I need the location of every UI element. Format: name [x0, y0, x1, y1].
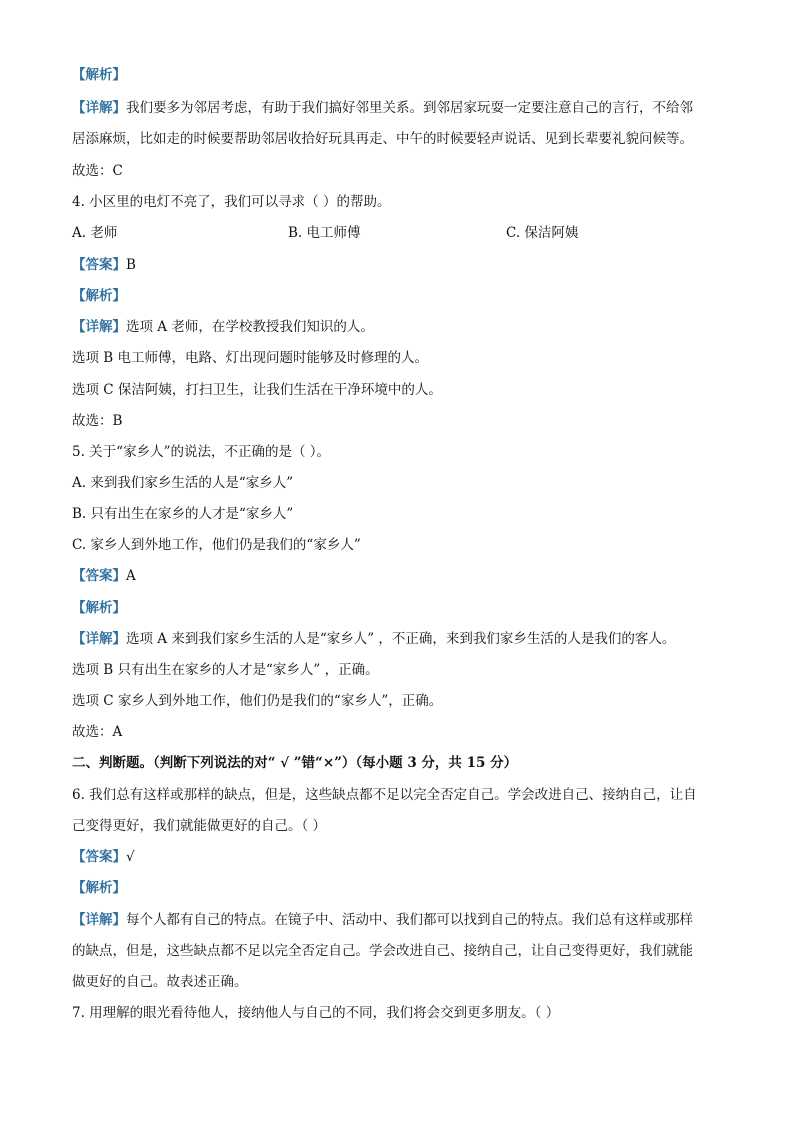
detail-tag: 【详解】	[72, 912, 126, 928]
detail-line	[72, 973, 732, 991]
detail-tag: 【详解】	[72, 631, 126, 647]
answer-tag: 【答案】	[72, 849, 126, 865]
choice-text: 故选：C	[72, 163, 123, 179]
answer-value: √	[126, 849, 135, 865]
analysis-label	[72, 599, 732, 617]
option-c	[72, 536, 732, 554]
option-text: A. 来到我们家乡生活的人是“家乡人”	[72, 475, 294, 491]
analysis-tag: 【解析】	[72, 880, 126, 896]
answer-line	[72, 567, 732, 585]
option-c: C. 保洁阿姨	[506, 225, 579, 241]
option-a: A. 老师	[72, 225, 118, 241]
option-text: C. 家乡人到外地工作，他们仍是我们的“家乡人”	[72, 537, 361, 553]
choice-line	[72, 723, 732, 741]
detail-text: 选项 B 电工师傅，电路、灯出现问题时能够及时修理的人。	[72, 350, 429, 366]
option-b: B. 电工师傅	[288, 225, 361, 241]
analysis-label	[72, 287, 732, 305]
detail-text: 每个人都有自己的特点。在镜子中、活动中、我们都可以找到自己的特点。我们总有这样或那样	[126, 912, 693, 928]
detail-line	[72, 942, 732, 960]
analysis-tag: 【解析】	[72, 67, 126, 83]
choice-text: 故选：A	[72, 724, 123, 740]
detail-line	[72, 381, 732, 399]
choice-line	[72, 412, 732, 430]
detail-text: 选项 B 只有出生在家乡的人才是“家乡人” ，正确。	[72, 662, 379, 678]
detail-line	[72, 661, 732, 679]
detail-text: 选项 A 老师，在学校教授我们知识的人。	[126, 319, 374, 335]
detail-tag: 【详解】	[72, 100, 126, 116]
question-6-stem-cont	[72, 817, 732, 835]
detail-text: 我们要多为邻居考虑，有助于我们搞好邻里关系。到邻居家玩耍一定要注意自己的言行，不给邻	[126, 100, 693, 116]
analysis-tag: 【解析】	[72, 600, 126, 616]
choice-text: 故选：B	[72, 413, 123, 429]
detail-text: 选项 A 来到我们家乡生活的人是“家乡人” ，不正确，来到我们家乡生活的人是我们的客人。	[126, 631, 676, 647]
detail-text: 居添麻烦，比如走的时候要帮助邻居收拾好玩具再走、中午的时候要轻声说话、见到长辈要礼貌问候等。	[72, 131, 693, 147]
detail-text: 做更好的自己。故表述正确。	[72, 974, 248, 990]
detail-line	[72, 911, 732, 929]
option-text: B. 只有出生在家乡的人才是“家乡人”	[72, 506, 294, 522]
answer-tag: 【答案】	[72, 568, 126, 584]
detail-line	[72, 349, 732, 367]
analysis-tag: 【解析】	[72, 288, 126, 304]
question-4-stem	[72, 193, 732, 211]
answer-tag: 【答案】	[72, 257, 126, 273]
answer-line	[72, 256, 732, 274]
detail-line	[72, 318, 732, 336]
detail-text: 选项 C 家乡人到外地工作，他们仍是我们的“家乡人”，正确。	[72, 693, 443, 709]
detail-line	[72, 130, 732, 148]
section-heading-text: 二、判断题。（判断下列说法的对“ √ ”错“×”）（每小题 3 分，共 15 分）	[72, 755, 518, 771]
question-text: 5. 关于“家乡人”的说法，不正确的是（ ）。	[72, 444, 331, 460]
analysis-label	[72, 879, 732, 897]
choice-line	[72, 162, 732, 180]
answer-line	[72, 848, 732, 866]
analysis-label	[72, 66, 732, 84]
detail-text: 的缺点，但是，这些缺点都不足以完全否定自己。学会改进自己、接纳自己，让自己变得更好，我们就能	[72, 943, 693, 959]
detail-line	[72, 99, 732, 117]
option-b	[72, 505, 732, 523]
section-heading	[72, 754, 732, 772]
answer-value: B	[126, 257, 136, 273]
detail-line	[72, 692, 732, 710]
question-6-stem	[72, 786, 732, 804]
question-5-stem	[72, 443, 732, 461]
detail-text: 选项 C 保洁阿姨，打扫卫生，让我们生活在干净环境中的人。	[72, 382, 442, 398]
question-text: 6. 我们总有这样或那样的缺点，但是，这些缺点都不足以完全否定自己。学会改进自己、接纳自己，让自	[72, 787, 697, 803]
question-text: 己变得更好，我们就能做更好的自己。（ ）	[72, 818, 327, 834]
question-7-stem	[72, 1004, 732, 1022]
question-text: 7. 用理解的眼光看待他人，接纳他人与自己的不同，我们将会交到更多朋友。（ ）	[72, 1005, 560, 1021]
answer-value: A	[126, 568, 136, 584]
detail-line	[72, 630, 732, 648]
question-text: 4. 小区里的电灯不亮了，我们可以寻求（ ）的帮助。	[72, 194, 391, 210]
option-a	[72, 474, 732, 492]
detail-tag: 【详解】	[72, 319, 126, 335]
